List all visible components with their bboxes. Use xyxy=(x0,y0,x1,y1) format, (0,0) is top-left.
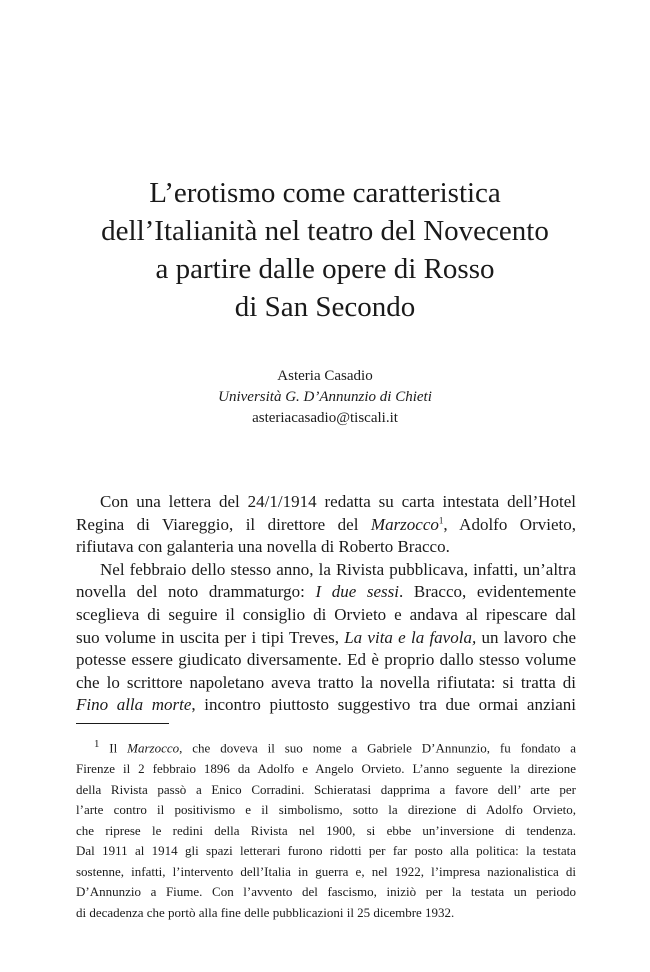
footnote-line: di decadenza che portò alla fine delle pubblicazioni il 25 dicembre 1932. xyxy=(76,905,455,921)
article-title xyxy=(40,174,610,326)
footnote-ref: 1 xyxy=(438,514,444,525)
text-line: suo volume in uscita per i tipi Treves, La vita e la favola, un lavoro che xyxy=(76,627,576,647)
author-affiliation: Università G. D’Annunzio di Chieti xyxy=(218,389,432,405)
footnote-line: sostenne, infatti, l’intervento dell’Italia in guerra e, nel 1922, l’impresa nazionalistica di xyxy=(76,863,576,879)
title-line: a partire dalle opere di Rosso xyxy=(155,253,495,285)
footnote-separator xyxy=(76,723,169,724)
title-line: L’erotismo come caratteristica xyxy=(149,177,501,209)
text-line: Con una lettera del 24/1/1914 redatta su carta intestata dell’Hotel xyxy=(100,492,576,511)
author-block xyxy=(40,366,610,429)
footnote-line: $^1$ Il Marzocco, che doveva il suo nome a Gabriele D’Annunzio, fu fondato a xyxy=(94,738,576,756)
text-line: Regina di Viareggio, il direttore del Marzocco$^1$, Adolfo Orvieto, xyxy=(76,514,576,534)
footnote-number: 1 xyxy=(94,738,100,750)
text-line: Fino alla morte, incontro piuttosto suggestivo tra due ormai anziani xyxy=(76,695,576,715)
footnote-line: della Rivista passò a Enico Corradini. Schieratasi dapprima a favore dell’ arte per xyxy=(76,781,576,797)
text-line: rifiutava con galanteria una novella di Roberto Bracco. xyxy=(76,537,450,557)
text-line: potesse essere giudicato diversamente. Ed è proprio dallo stesso volume xyxy=(76,650,576,670)
footnote-line: che riprese le redini della Rivista nel 1900, si ebbe un’inversione di tendenza. xyxy=(76,822,576,838)
footnote-line: l’arte contro il positivismo e il simbolismo, sotto la direzione di Adolfo Orvieto, xyxy=(76,802,576,818)
text-line: che lo scrittore napoletano aveva tratto la novella rifiutata: si tratta di xyxy=(76,672,576,692)
title-line: dell’Italianità nel teatro del Novecento xyxy=(101,215,549,247)
footnote-line: Firenze il 2 febbraio 1896 da Adolfo e Angelo Orvieto. L’anno seguente la direzione xyxy=(76,760,576,776)
text-line: novella del noto drammaturgo: I due sessi. Bracco, evidentemente xyxy=(76,582,576,602)
text-line: sceglieva di seguire il consiglio di Orvieto e andava al ripescare dal xyxy=(76,604,576,624)
title-line: di San Secondo xyxy=(234,291,416,323)
body-text xyxy=(76,491,576,717)
author-email: asteriacasadio@tiscali.it xyxy=(252,410,398,426)
author-name: Asteria Casadio xyxy=(277,368,373,384)
footnote xyxy=(76,734,576,924)
footnote-line: D’Annunzio a Fiume. Con l’avvento del fascismo, iniziò per la testata un periodo xyxy=(76,884,576,900)
text-line: Nel febbraio dello stesso anno, la Rivista pubblicava, infatti, un’altra xyxy=(100,559,576,579)
footnote-line: Dal 1911 al 1914 gli spazi letterari furono ridotti per far posto alla politica: la testata xyxy=(76,843,576,859)
